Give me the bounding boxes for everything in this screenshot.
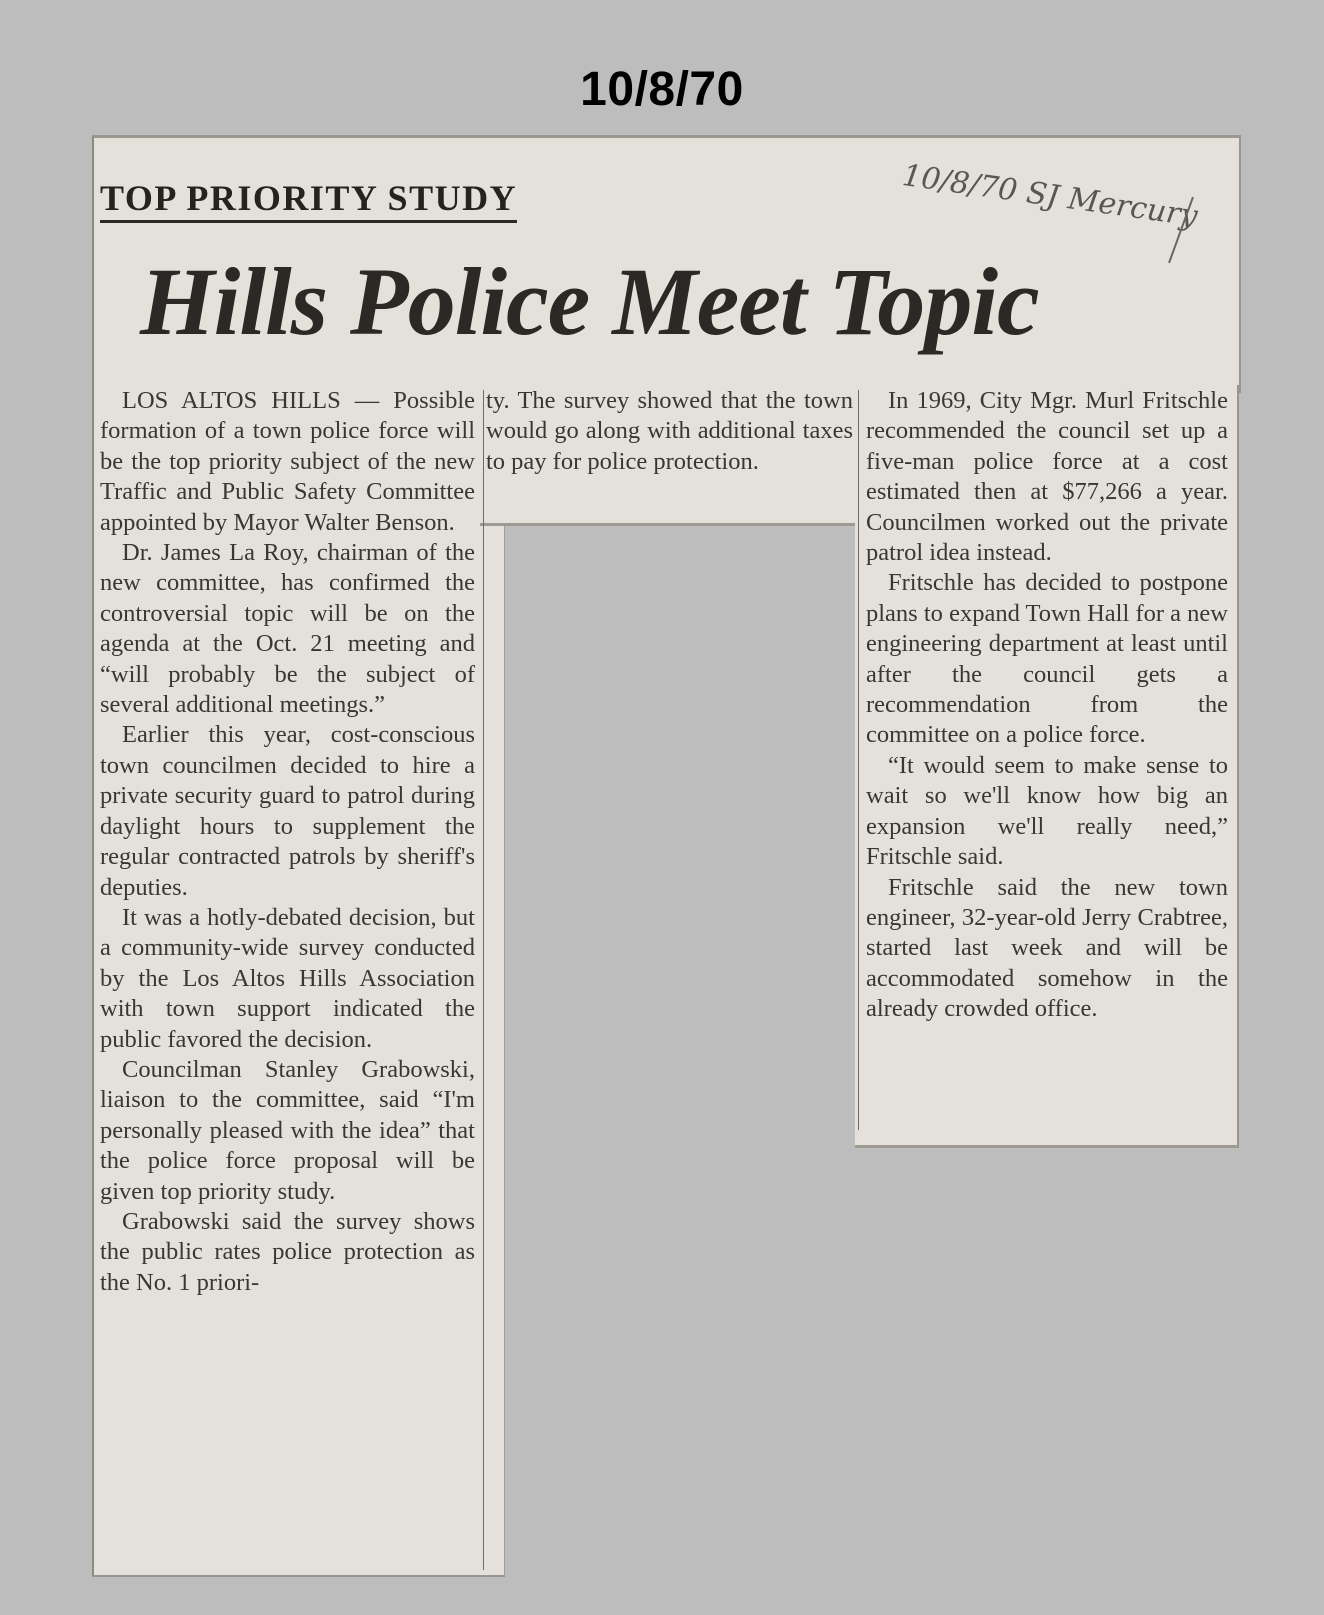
handwritten-date-note: 10/8/70 SJ Mercury: [900, 158, 1200, 235]
article-paragraph: In 1969, City Mgr. Murl Fritschle recommended the council set up a five-man police force at a cost estimated then at $77,266 a year. Councilmen worked out the private patrol idea instead.: [866, 387, 1228, 567]
column-rule: [858, 390, 859, 1130]
article-kicker: TOP PRIORITY STUDY: [100, 178, 517, 223]
article-paragraph: ty. The survey showed that the town would go along with additional taxes to pay for police protection.: [486, 387, 853, 475]
page-date: 10/8/70: [580, 63, 744, 116]
article-column-2: [486, 386, 853, 477]
article-paragraph: Earlier this year, cost-conscious town councilmen decided to hire a private security guard to patrol during daylight hours to supplement the regular contracted patrols by sheriff's deputies.: [100, 721, 475, 901]
article-paragraph: Councilman Stanley Grabowski, liaison to the committee, said “I'm personally pleased with the idea” that the police force proposal will be given top priority study.: [100, 1055, 475, 1205]
article-paragraph: It was a hotly-debated decision, but a community-wide survey conducted by the Los Altos Hills Association with town support indicated the public favored the decision.: [100, 903, 475, 1053]
article-paragraph: Fritschle has decided to postpone plans to expand Town Hall for a new engineering department at least until after the council gets a recommendation from the committee on a police force.: [866, 569, 1228, 749]
article-paragraph: Fritschle said the new town engineer, 32-year-old Jerry Crabtree, started last week and will be accommodated somehow in the already crowded office.: [866, 873, 1228, 1023]
article-paragraph: Grabowski said the survey shows the public rates police protection as the No. 1 priori-: [100, 1207, 475, 1296]
article-paragraph: Dr. James La Roy, chairman of the new committee, has confirmed the controversial topic will be on the agenda at the Oct. 21 meeting and “will probably be the subject of several additional meetings.”: [100, 539, 475, 719]
article-headline: Hills Police Meet Topic: [140, 248, 1039, 355]
article-column-1: [100, 386, 475, 1298]
article-column-3: [866, 386, 1228, 1025]
article-paragraph: “It would seem to make sense to wait so we'll know how big an expansion we'll really need,” Fritschle said.: [866, 751, 1228, 871]
article-paragraph: LOS ALTOS HILLS — Possible formation of a town police force will be the top priority subject of the new Traffic and Public Safety Committee appointed by Mayor Walter Benson.: [100, 387, 475, 536]
column-rule: [483, 390, 484, 1570]
